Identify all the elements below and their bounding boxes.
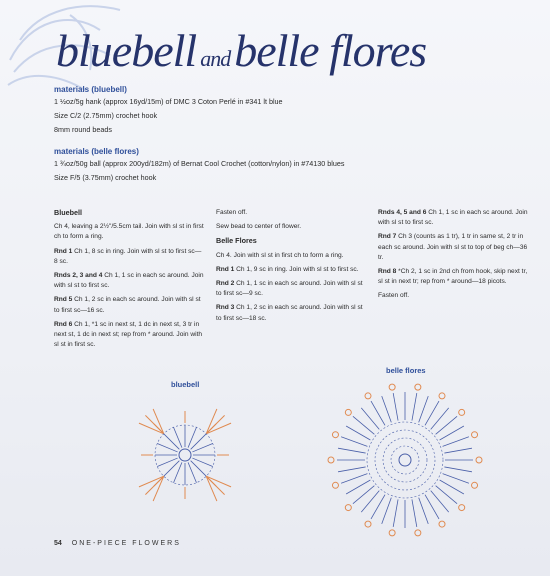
page-title: [56, 25, 427, 76]
instruction: Rnd 3 Ch 1, 2 sc in each sc around. Join with sl st to first sc—18 sc.: [216, 304, 363, 322]
instruction: Rnd 1 Ch 1, 9 sc in ring. Join with sl st to first sc.: [216, 265, 359, 273]
materials-line: 8mm round beads: [54, 125, 112, 134]
title-part-1: bluebell: [56, 25, 197, 76]
bluebell-heading: Bluebell: [54, 208, 82, 217]
section-title: ONE-PIECE FLOWERS: [71, 540, 181, 547]
belle-flores-stitch-diagram: [320, 372, 490, 542]
materials-belle-heading: materials (belle flores): [54, 147, 139, 156]
instruction: Rnd 7 Ch 3 (counts as 1 tr), 1 tr in same st, 2 tr in each sc around. Join with sl st to top of beg ch—36 tr.: [378, 233, 528, 261]
page-footer: [54, 540, 181, 547]
materials-bluebell: [54, 84, 384, 138]
materials-line: Size C/2 (2.75mm) crochet hook: [54, 111, 158, 120]
bluebell-stitch-diagram: [120, 390, 250, 520]
instruction: Rnd 8 *Ch 2, 1 sc in 2nd ch from hook, skip next tr, sl st in next tr; rep from * around—18 picots.: [378, 268, 528, 286]
column-belle-flores-cont: [378, 208, 528, 306]
belle-flores-diagram-label: belle flores: [386, 366, 426, 375]
instruction: Rnd 1 Ch 1, 8 sc in ring. Join with sl st to first sc—8 sc.: [54, 247, 202, 265]
instruction: Rnd 6 Ch 1, *1 sc in next st, 1 dc in next st, 3 tr in next st, 1 dc in next st; rep from * around. Join with sl st in first sc.: [54, 320, 203, 349]
instruction: Ch 4. Join with sl st in first ch to form a ring.: [216, 251, 344, 259]
materials-bluebell-heading: materials (bluebell): [54, 85, 127, 94]
instruction: Rnds 4, 5 and 6 Ch 1, 1 sc in each sc around. Join with sl st to first sc.: [378, 209, 528, 227]
instruction: Fasten off.: [378, 292, 410, 300]
instruction: Rnd 5 Ch 1, 2 sc in each sc around. Join with sl st to first sc—16 sc.: [54, 296, 201, 314]
instruction: Fasten off.: [216, 209, 248, 216]
title-part-2: belle flores: [234, 25, 427, 76]
instruction: Sew bead to center of flower.: [216, 223, 302, 231]
title-and: and: [200, 46, 231, 71]
instruction: Rnds 2, 3 and 4 Ch 1, 1 sc in each sc around. Join with sl st to first sc.: [54, 272, 204, 290]
bluebell-diagram-label: bluebell: [171, 380, 200, 389]
materials-line: Size F/5 (3.75mm) crochet hook: [54, 173, 157, 182]
belle-flores-heading: Belle Flores: [216, 236, 257, 246]
materials-line: 1 ½oz/5g hank (approx 16yd/15m) of DMC 3 Coton Perlé in #341 lt blue: [54, 97, 283, 106]
materials-belle-flores: [54, 146, 384, 186]
column-bluebell: [54, 208, 204, 354]
instruction: Ch 4, leaving a 2½"/5.5cm tail. Join with sl st in first ch to form a ring.: [54, 223, 204, 241]
instruction: Rnd 2 Ch 1, 1 sc in each sc around. Join with sl st to first sc—9 sc.: [216, 280, 363, 298]
materials-line: 1 ¾oz/50g ball (approx 200yd/182m) of Bernat Cool Crochet (cotton/nylon) in #74130 blues: [54, 159, 345, 168]
column-belle-flores: [216, 208, 368, 328]
page-number: 54: [54, 540, 62, 547]
